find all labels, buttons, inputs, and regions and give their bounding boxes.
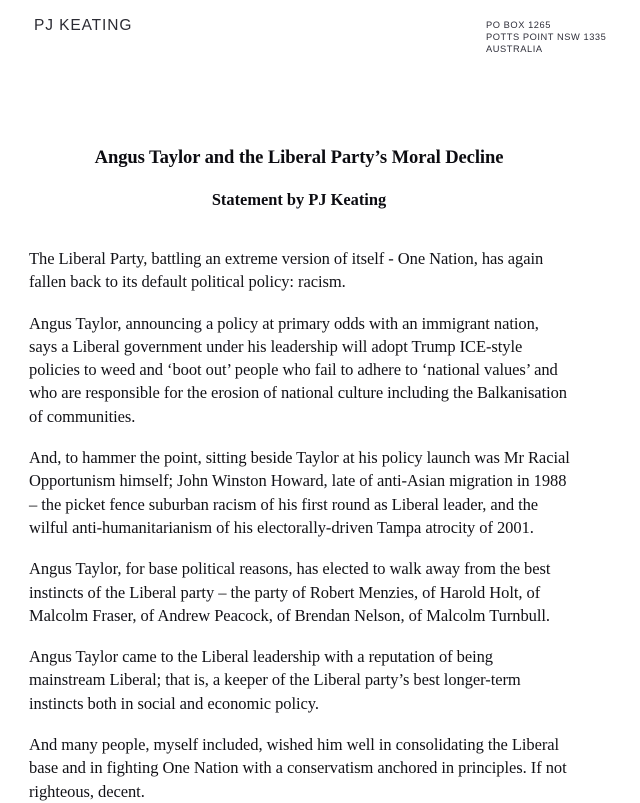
body-paragraph: Angus Taylor, for base political reasons, has elected to walk away from the best instincts of the Liberal party – the party of Robert Menzies, of Harold Holt, of Malcolm Fraser, of Andrew Peacock, of Brendan Nelson, of Malcolm Turnbull.: [29, 559, 551, 625]
body-paragraph: Angus Taylor, announcing a policy at primary odds with an immigrant nation, says a Liberal government under his leadership will adopt Trump ICE-style policies to weed and ‘boot out’ people who fail to adhere to ‘national values’ and who are responsible for the erosion of national culture including the Balkanisation of communities.: [29, 313, 567, 426]
document-subtitle: Statement by PJ Keating: [211, 190, 387, 209]
address-line: AUSTRALIA: [486, 44, 543, 55]
letterhead-address-block: [486, 19, 606, 56]
body-paragraph: The Liberal Party, battling an extreme version of itself - One Nation, has again fallen back to its default political policy: racism.: [29, 249, 544, 292]
address-line: POTTS POINT NSW 1335: [486, 32, 607, 43]
letterhead-brand-name: PJ KEATING: [34, 17, 133, 34]
body-paragraph: Angus Taylor came to the Liberal leadership with a reputation of being mainstream Liberal; that is, a keeper of the Liberal party’s best longer-term instincts both in social and economic policy.: [29, 647, 521, 713]
body-paragraph: And, to hammer the point, sitting beside Taylor at his policy launch was Mr Racial Opportunism himself; John Winston Howard, late of anti-Asian migration in 1988 – the picket fence suburban racism of his first round as Liberal leader, and the wilful anti-humanitarianism of his electorally-driven Tampa atrocity of 2001.: [29, 448, 570, 537]
document-title: Angus Taylor and the Liberal Party’s Moral Decline: [94, 147, 504, 168]
body-paragraph: And many people, myself included, wished him well in consolidating the Liberal base and in fighting One Nation with a conservatism anchored in principles. If not righteous, decent.: [29, 735, 567, 801]
address-line: PO BOX 1265: [486, 20, 551, 30]
letterhead: [0, 17, 640, 77]
statement-paragraphs: [29, 247, 570, 803]
